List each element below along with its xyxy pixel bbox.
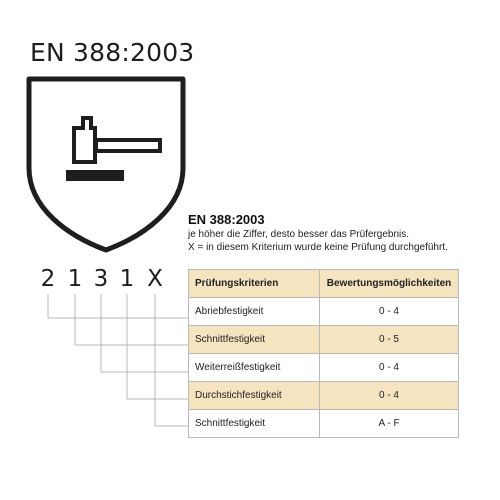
connector-line-5 — [155, 294, 188, 426]
info-line-x-meaning: X = in diesem Kriterium wurde keine Prüfung durchgeführt. — [188, 242, 448, 253]
rating-digit-abrasion: 2 — [40, 266, 56, 292]
rating-digit-cut: 1 — [67, 266, 83, 292]
table-header-row — [189, 270, 459, 298]
criterion-cell: Abriebfestigkeit — [189, 298, 320, 326]
criteria-table — [188, 269, 459, 438]
rating-digit-cut-iso: X — [147, 266, 163, 292]
column-header-ratings: Bewertungsmöglichkeiten — [320, 270, 459, 298]
table-row — [189, 354, 459, 382]
info-title: EN 388:2003 — [188, 212, 265, 227]
range-cell: 0 - 4 — [320, 298, 459, 326]
table-row — [189, 382, 459, 410]
table-row — [189, 298, 459, 326]
table-row — [189, 410, 459, 438]
rating-digit-tear: 3 — [93, 266, 109, 292]
criterion-cell: Weiterreißfestigkeit — [189, 354, 320, 382]
connector-line-4 — [127, 294, 188, 399]
range-cell: A - F — [320, 410, 459, 438]
connector-line-3 — [101, 294, 188, 372]
standard-title: EN 388:2003 — [30, 38, 195, 67]
info-line-higher-better: je höher die Ziffer, desto besser das Prüfergebnis. — [188, 229, 410, 240]
range-cell: 0 - 5 — [320, 326, 459, 354]
connector-line-1 — [48, 294, 188, 318]
criterion-cell: Schnittfestigkeit — [189, 410, 320, 438]
range-cell: 0 - 4 — [320, 354, 459, 382]
table-row — [189, 326, 459, 354]
column-header-criteria: Prüfungskriterien — [189, 270, 320, 298]
connector-line-2 — [75, 294, 188, 345]
rating-digit-puncture: 1 — [119, 266, 135, 292]
range-cell: 0 - 4 — [320, 382, 459, 410]
criterion-cell: Durchstichfestigkeit — [189, 382, 320, 410]
criterion-cell: Schnittfestigkeit — [189, 326, 320, 354]
